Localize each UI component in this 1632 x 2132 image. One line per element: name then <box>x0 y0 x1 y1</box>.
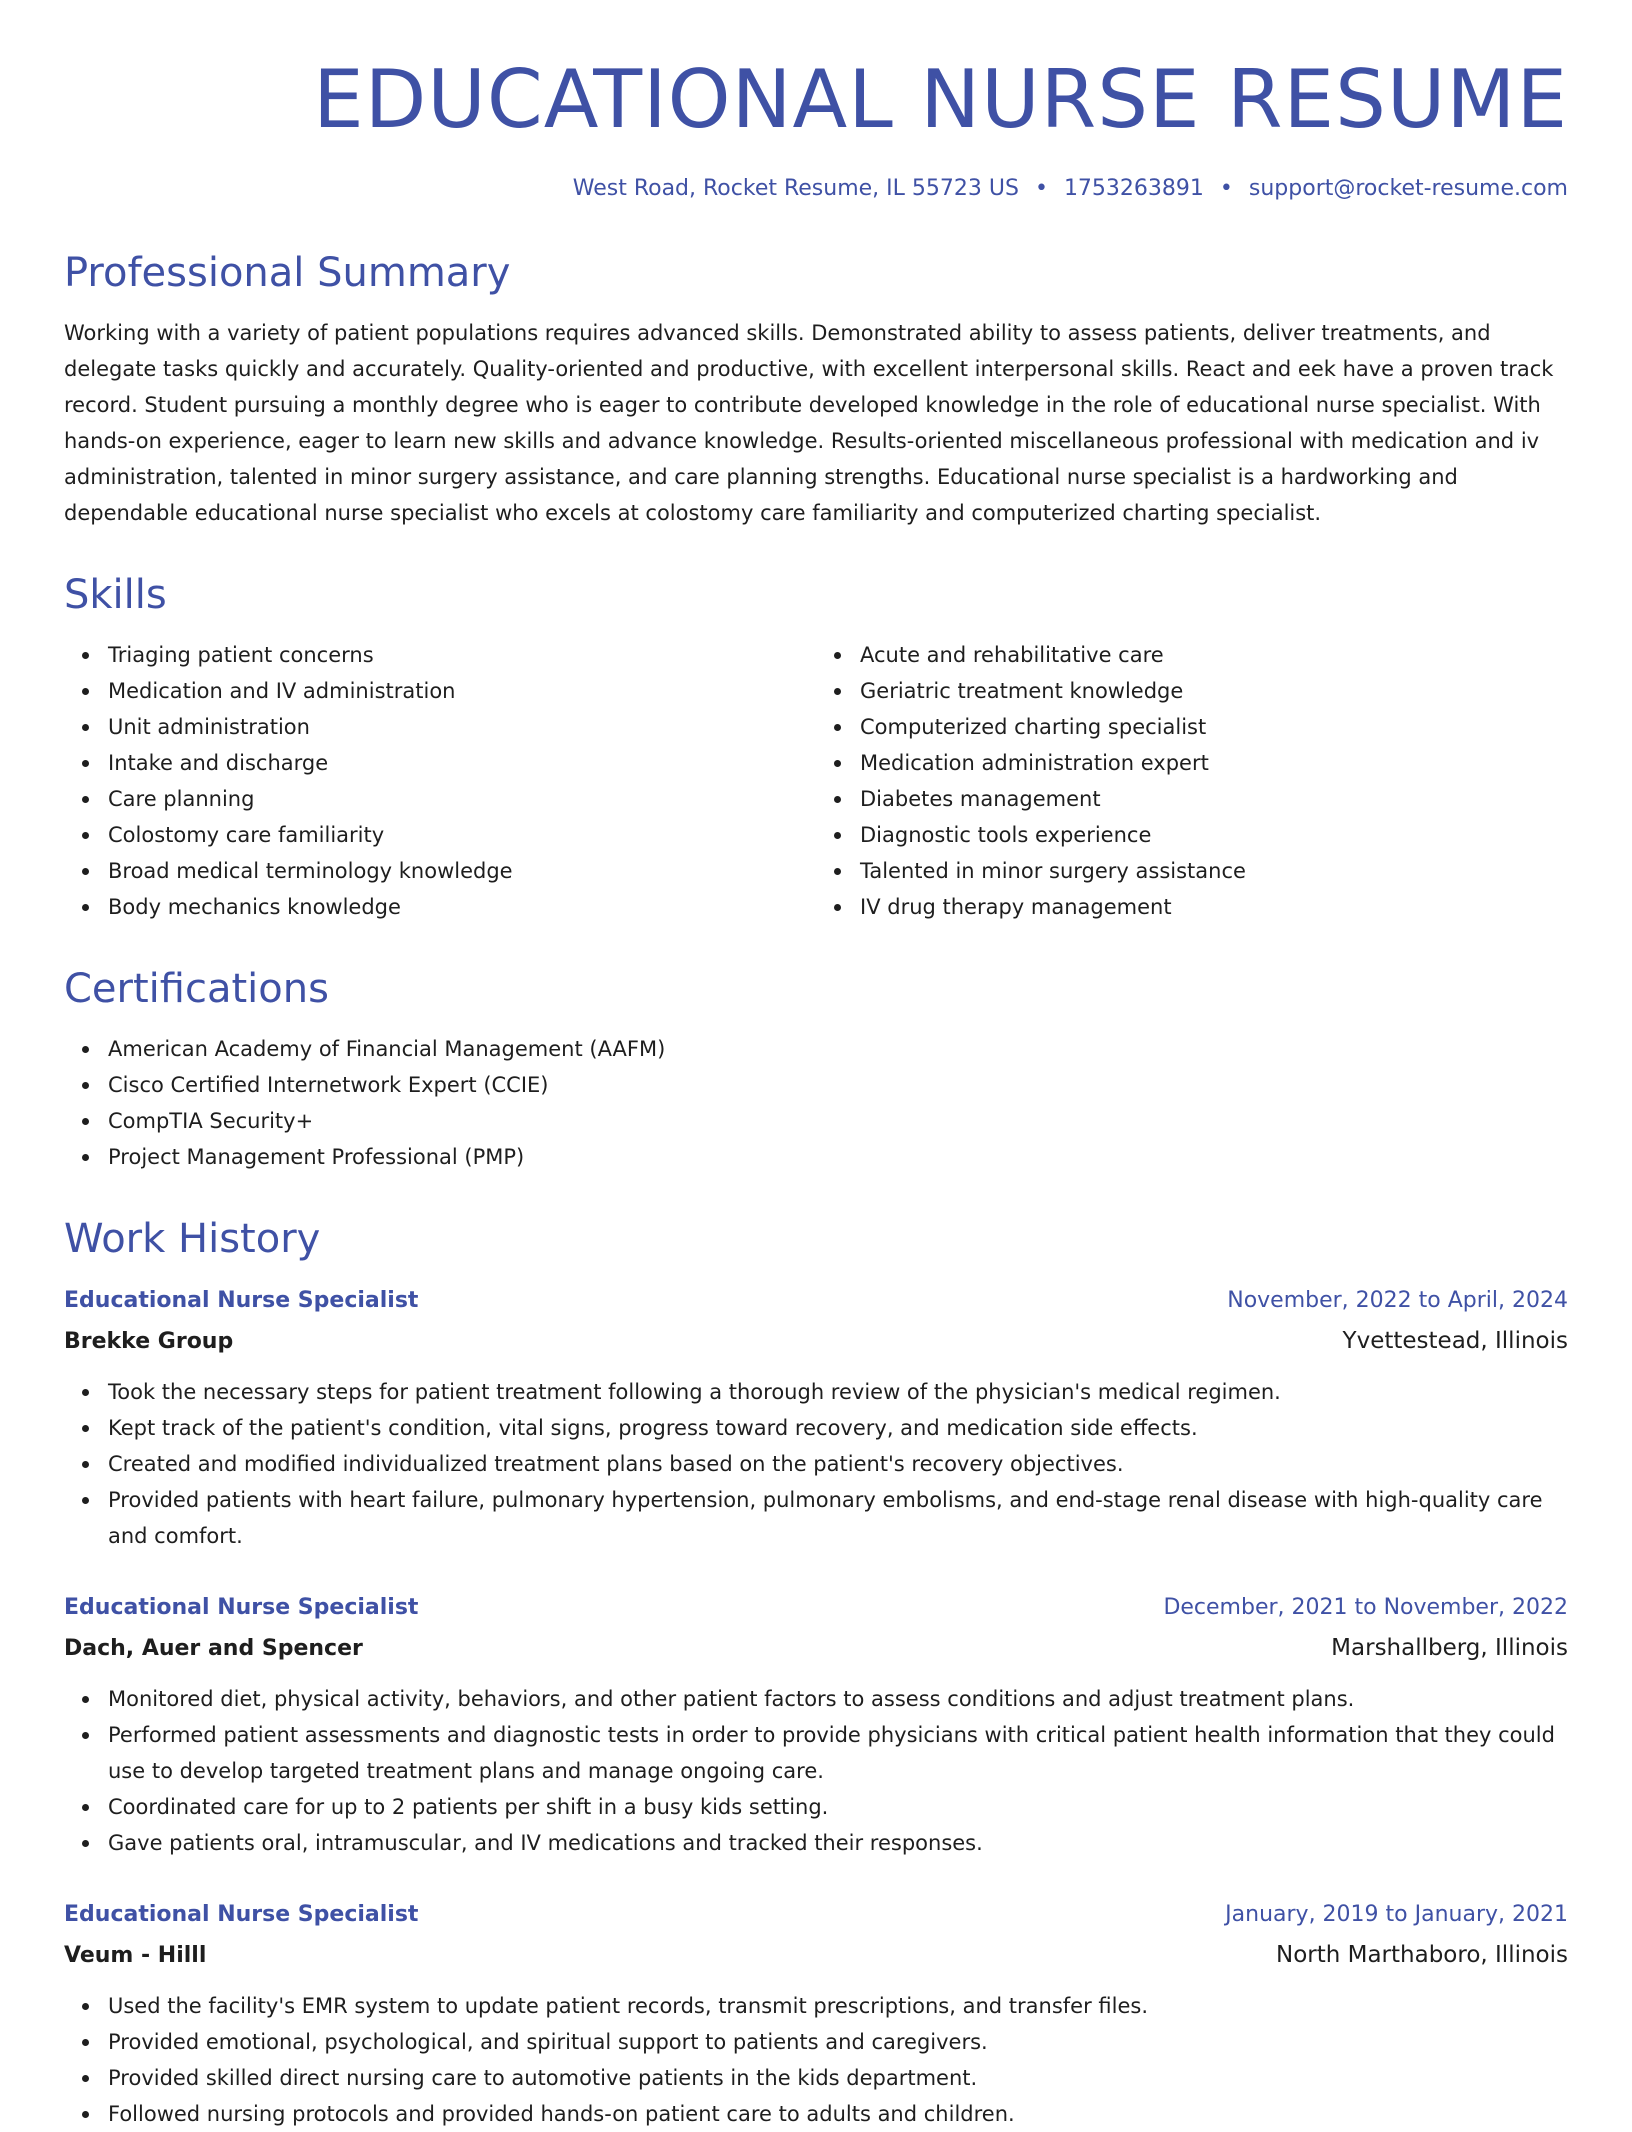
contact-line <box>64 174 1568 205</box>
skill-item: Care planning <box>108 781 816 817</box>
skill-item: Intake and discharge <box>108 745 816 781</box>
job-company: Brekke Group <box>64 1328 234 1354</box>
job-duty: Performed patient assessments and diagnostic tests in order to provide physicians with critical patient health information that they could use to develop targeted treatment plans and manage ongoing care. <box>108 1717 1568 1789</box>
job-title: Educational Nurse Specialist <box>64 1901 419 1927</box>
job-location: North Marthaboro, Illinois <box>1275 1941 1568 1968</box>
job-duty: Followed nursing protocols and provided hands-on patient care to adults and children. <box>108 2096 1568 2132</box>
resume-title: EDUCATIONAL NURSE RESUME <box>313 53 1568 146</box>
job-location: Yvettestead, Illinois <box>1342 1327 1568 1354</box>
job-company: Dach, Auer and Spencer <box>64 1635 363 1661</box>
summary-text: Working with a variety of patient populations requires advanced skills. Demonstrated ability to assess patients, deliver treatments, and delegate tasks quickly and accurately. Quality-oriented and productive, with excellent interpersonal skills. React and eek have a proven track record. Student pursuing a monthly degree who is eager to contribute developed knowledge in the role of educational nurse specialist. With hands-on experience, eager to learn new skills and advance knowledge. Results-oriented miscellaneous professional with medication and iv administration, talented in minor surgery assistance, and care planning strengths. Educational nurse specialist is a hardworking and dependable educational nurse specialist who excels at colostomy care familiarity and computerized charting specialist. <box>64 320 1554 525</box>
job-dates: December, 2021 to November, 2022 <box>1163 1594 1568 1620</box>
job-entry <box>64 1895 1568 2132</box>
job-title: Educational Nurse Specialist <box>64 1594 419 1620</box>
contact-address: West Road, Rocket Resume, IL 55723 US <box>572 176 1019 201</box>
skill-item: Talented in minor surgery assistance <box>860 853 1568 889</box>
certification-item: American Academy of Financial Management (AAFM) <box>108 1031 1568 1067</box>
skill-item: Diagnostic tools experience <box>860 817 1568 853</box>
job-duty: Provided emotional, psychological, and spiritual support to patients and caregivers. <box>108 2024 1568 2060</box>
job-entry <box>64 1281 1568 1554</box>
job-dates: November, 2022 to April, 2024 <box>1227 1287 1568 1313</box>
skill-item: Unit administration <box>108 709 816 745</box>
job-location: Marshallberg, Illinois <box>1331 1634 1568 1661</box>
work-history-heading: Work History <box>64 1215 321 1262</box>
job-entry <box>64 1588 1568 1861</box>
skill-item: Colostomy care familiarity <box>108 817 816 853</box>
job-duties <box>64 1681 1568 1861</box>
certification-item: Cisco Certified Internetwork Expert (CCIE) <box>108 1067 1568 1103</box>
skill-item: Body mechanics knowledge <box>108 889 816 925</box>
skills-list-right <box>816 637 1568 925</box>
skills-columns <box>64 637 1568 925</box>
job-title: Educational Nurse Specialist <box>64 1287 419 1313</box>
certification-item: CompTIA Security+ <box>108 1103 1568 1139</box>
job-subheader <box>64 1935 1568 1976</box>
job-header <box>64 1895 1568 1935</box>
skills-list-left <box>64 637 816 925</box>
job-duty: Kept track of the patient's condition, vital signs, progress toward recovery, and medication side effects. <box>108 1410 1568 1446</box>
job-subheader <box>64 1321 1568 1362</box>
skill-item: Computerized charting specialist <box>860 709 1568 745</box>
job-header <box>64 1281 1568 1321</box>
job-duty: Took the necessary steps for patient treatment following a thorough review of the physician's medical regimen. <box>108 1374 1568 1410</box>
job-duty: Created and modified individualized treatment plans based on the patient's recovery objectives. <box>108 1446 1568 1482</box>
certifications-heading: Certifications <box>64 965 329 1012</box>
skill-item: Acute and rehabilitative care <box>860 637 1568 673</box>
contact-separator: • <box>1034 176 1048 201</box>
job-header <box>64 1588 1568 1628</box>
job-duty: Gave patients oral, intramuscular, and IV medications and tracked their responses. <box>108 1825 1568 1861</box>
job-duty: Provided skilled direct nursing care to automotive patients in the kids department. <box>108 2060 1568 2096</box>
job-dates: January, 2019 to January, 2021 <box>1225 1901 1568 1927</box>
certification-item: Project Management Professional (PMP) <box>108 1139 1568 1175</box>
contact-separator: • <box>1219 176 1233 201</box>
job-company: Veum - Hilll <box>64 1942 207 1968</box>
skills-heading: Skills <box>64 571 167 618</box>
job-duty: Provided patients with heart failure, pulmonary hypertension, pulmonary embolisms, and end-stage renal disease with high-quality care and comfort. <box>108 1482 1568 1554</box>
skill-item: Medication and IV administration <box>108 673 816 709</box>
skill-item: Geriatric treatment knowledge <box>860 673 1568 709</box>
job-duties <box>64 1374 1568 1554</box>
job-subheader <box>64 1628 1568 1669</box>
skill-item: Medication administration expert <box>860 745 1568 781</box>
skill-item: Broad medical terminology knowledge <box>108 853 816 889</box>
contact-email[interactable]: support@rocket-resume.com <box>1248 176 1568 201</box>
job-duty: Coordinated care for up to 2 patients per shift in a busy kids setting. <box>108 1789 1568 1825</box>
contact-phone: 1753263891 <box>1063 176 1204 201</box>
skill-item: Triaging patient concerns <box>108 637 816 673</box>
skill-item: Diabetes management <box>860 781 1568 817</box>
job-duty: Monitored diet, physical activity, behaviors, and other patient factors to assess conditions and adjust treatment plans. <box>108 1681 1568 1717</box>
job-duties <box>64 1988 1568 2132</box>
skill-item: IV drug therapy management <box>860 889 1568 925</box>
certifications-list <box>64 1031 1568 1175</box>
summary-heading: Professional Summary <box>64 249 511 296</box>
job-duty: Used the facility's EMR system to update patient records, transmit prescriptions, and transfer files. <box>108 1988 1568 2024</box>
